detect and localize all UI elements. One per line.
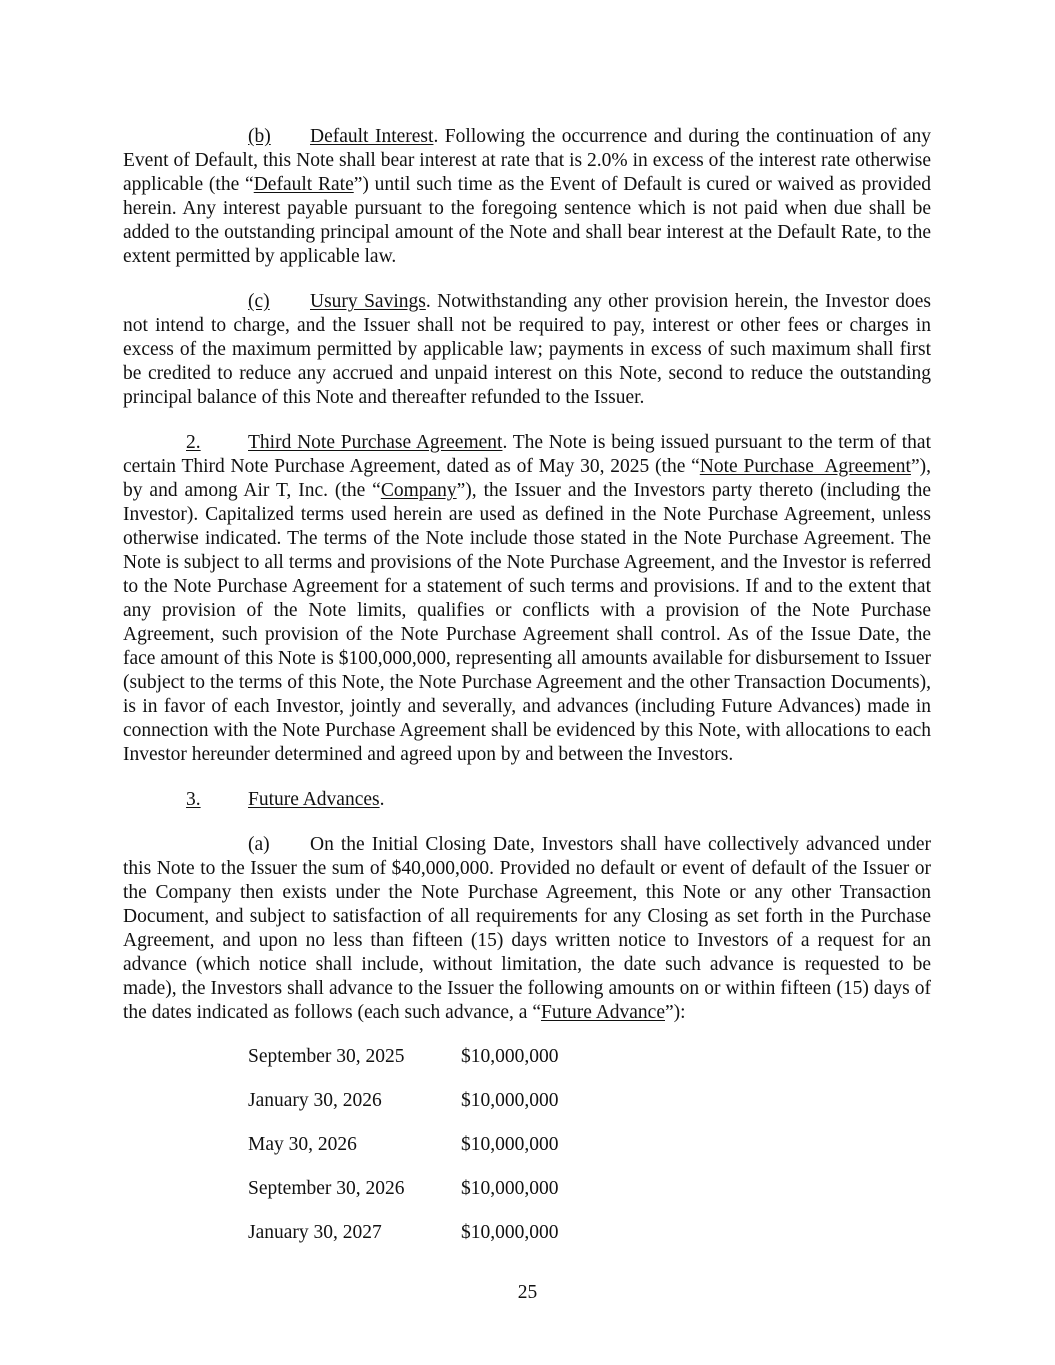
advance-date: September 30, 2025: [248, 1046, 405, 1067]
paragraph-label: (c): [248, 291, 270, 312]
paragraph-text: ”):: [665, 1002, 686, 1023]
paragraph-heading: Usury Savings: [310, 291, 426, 312]
advance-date: January 30, 2027: [248, 1222, 382, 1243]
advance-amount: $10,000,000: [461, 1178, 559, 1199]
advance-date: September 30, 2026: [248, 1178, 405, 1199]
paragraph-text: On the Initial Closing Date, Investors shall have collectively advanced under this Note to the Issuer the sum of $40,000,000. Provided no default or event of default of the Issuer or the Company then exists under the Note Purchase Agreement, this Note or any other Transaction Document, and subject to satisfaction of all requirements for any Closing as set forth in the Purchase Agreement, and upon no less than fifteen (15) days written notice to Investors of a request for an advance (which notice shall include, without limitation, the date such advance is requested to be made), the Investors shall advance to the Issuer the following amounts on or within fifteen (15) days of the dates indicated as follows (each such advance, a “: [123, 834, 931, 1023]
paragraph-initial-closing: [123, 833, 931, 1025]
section-future-advances: [123, 788, 931, 812]
section-heading: Future Advances: [248, 789, 380, 810]
paragraph-text: . Notwithstanding any other provision herein, the Investor does not intend to charge, and the Issuer shall not be required to pay, interest or other fees or charges in excess of the maximum permitted by applicable law; payments in excess of such maximum shall first be credited to reduce any accrued and unpaid interest on this Note, second to reduce the outstanding principal balance of this Note and thereafter refunded to the Issuer.: [123, 291, 931, 408]
document-page: [123, 125, 931, 1265]
paragraph-label: (b): [248, 126, 271, 147]
defined-term: Future Advance: [540, 1002, 665, 1023]
schedule-row: [248, 1221, 931, 1265]
paragraph-default-interest: [123, 125, 931, 269]
paragraph-label: (a): [248, 834, 270, 855]
schedule-row: [248, 1133, 931, 1177]
paragraph-text: ”), by and among Air T, Inc. (the “: [123, 456, 931, 501]
advance-amount: $10,000,000: [461, 1046, 559, 1067]
paragraph-text: . The Note is being issued pursuant to the term of that certain Third Note Purchase Agreement, dated as of May 30, 2025 (the “: [123, 432, 932, 477]
paragraph-text: .: [379, 789, 385, 810]
paragraph-heading: Default Interest: [310, 126, 434, 147]
section-number: 3.: [186, 789, 201, 810]
section-note-purchase-agreement: [123, 431, 931, 767]
paragraph-text: ”), the Issuer and the Investors party thereto (including the Investor). Capitalized terms used herein are used as defined in the Note Purchase Agreement, unless otherwise indicated. The terms of the Note include those stated in the Note Purchase Agreement. The Note is subject to all terms and provisions of the Note Purchase Agreement, and the Investor is referred to the Note Purchase Agreement for a statement of such terms and provisions. If and to the extent that any provision of the Note limits, qualifies or conflicts with a provision of the Note Purchase Agreement, such provision of the Note Purchase Agreement shall control. As of the Issue Date, the face amount of this Note is $100,000,000, representing all amounts available for disbursement to Issuer (subject to the terms of this Note, the Note Purchase Agreement and the other Transaction Documents), is in favor of each Investor, jointly and severally, and advances (including Future Advances) made in connection with the Note Purchase Agreement shall be evidenced by this Note, with allocations to each Investor hereunder determined and agreed upon by and between the Investors.: [123, 480, 931, 765]
advance-amount: $10,000,000: [461, 1134, 559, 1155]
defined-term: Default Rate: [253, 174, 354, 195]
advance-amount: $10,000,000: [461, 1222, 559, 1243]
advance-date: January 30, 2026: [248, 1090, 382, 1111]
schedule-row: [248, 1045, 931, 1089]
defined-term: Company: [380, 480, 457, 501]
section-number: 2.: [186, 432, 201, 453]
section-heading: Third Note Purchase Agreement: [248, 432, 503, 453]
schedule-row: [248, 1177, 931, 1221]
paragraph-usury-savings: [123, 290, 931, 410]
defined-term: Note Purchase Agreement: [699, 456, 911, 477]
schedule-row: [248, 1089, 931, 1133]
page-number: 25: [517, 1282, 538, 1303]
advance-date: May 30, 2026: [248, 1134, 357, 1155]
future-advance-schedule: [248, 1045, 931, 1265]
advance-amount: $10,000,000: [461, 1090, 559, 1111]
paragraph-text: . Following the occurrence and during the continuation of any Event of Default, this Note shall bear interest at rate that is 2.0% in excess of the interest rate otherwise applicable (the “: [123, 126, 931, 195]
paragraph-text: ”) until such time as the Event of Default is cured or waived as provided herein. Any interest payable pursuant to the foregoing sentence which is not paid when due shall be added to the outstanding principal amount of the Note and shall bear interest at the Default Rate, to the extent permitted by applicable law.: [123, 174, 931, 267]
